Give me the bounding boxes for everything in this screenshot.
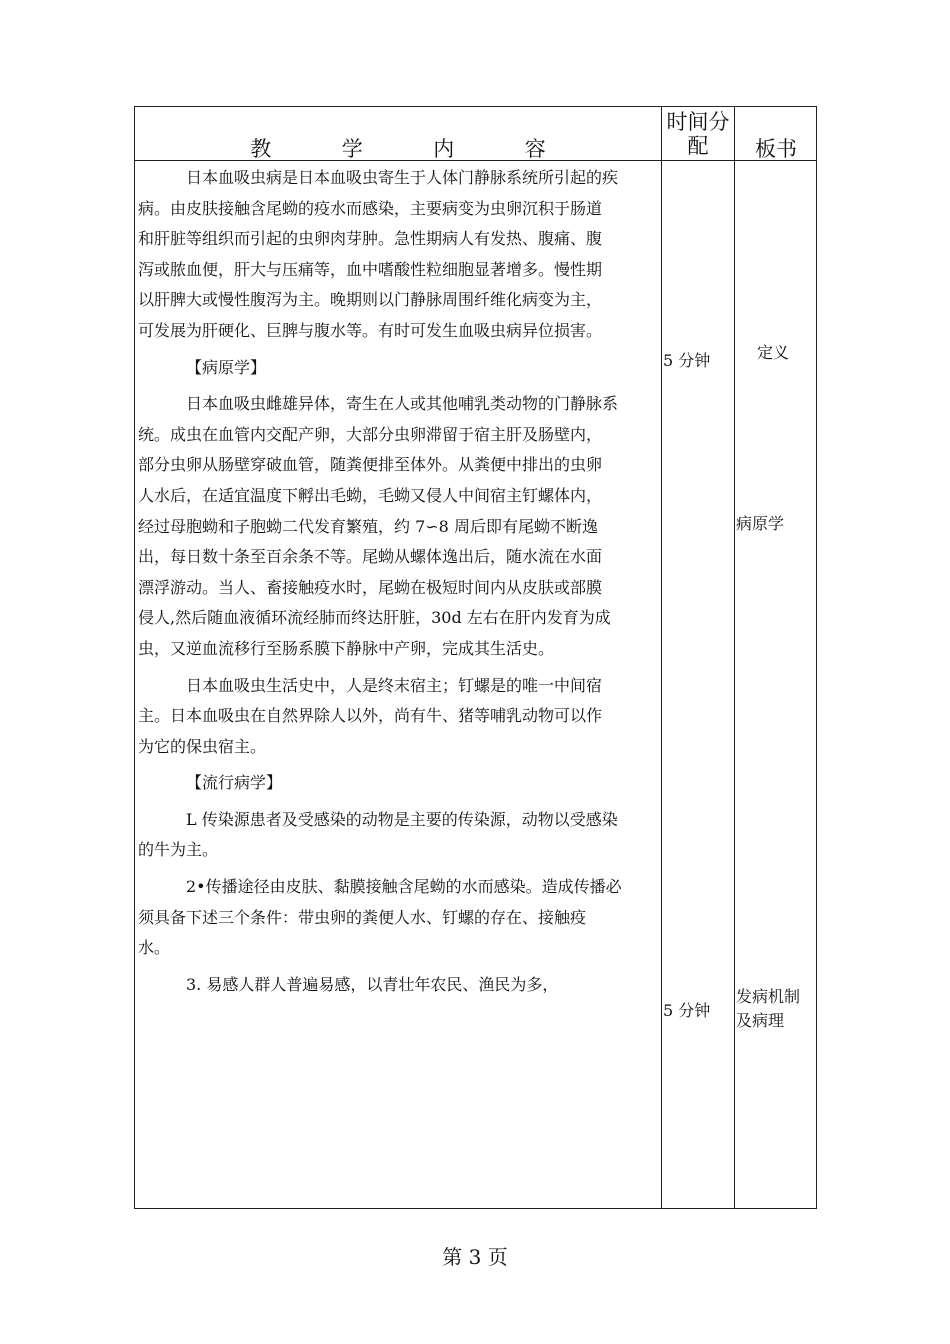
content-line: 统。成虫在血管内交配产卵，大部分虫卵滞留于宿主肝及肠壁内，	[138, 424, 603, 444]
content-line: 经过母胞蚴和子胞蚴二代发育繁殖，约 7∽8 周后即有尾蚴不断逸	[138, 516, 598, 536]
content-line: 为它的保虫宿主。	[138, 736, 267, 756]
content-line: 2•传播途径由皮肤、黏膜接触含尾蚴的水而感染。造成传播必	[186, 877, 622, 897]
content-line: 部分虫卵从肠壁穿破血管，随粪便排至体外。从粪便中排出的虫卵	[138, 455, 603, 475]
content-line: 以肝脾大或慢性腹泻为主。晚期则以门静脉周围纤维化病变为主，	[138, 290, 603, 310]
content-line: 可发展为肝硬化、巨脾与腹水等。有时可发生血吸虫病异位损害。	[138, 320, 603, 340]
content-line: 的牛为主。	[138, 840, 219, 860]
content-line: 漂浮游动。当人、畜接触疫水时，尾蚴在极短时间内从皮肤或部膜	[138, 577, 603, 597]
content-line: 水。	[138, 938, 171, 958]
content-line: 日本血吸虫生活史中，人是终末宿主；钉螺是的唯一中间宿	[186, 675, 603, 695]
content-line: 主。日本血吸虫在自然界除人以外，尚有牛、猪等哺乳动物可以作	[138, 706, 603, 726]
content-body	[138, 163, 659, 1000]
board-entry-line: 及病理	[736, 1011, 785, 1030]
board-entry-pathogenesis	[736, 985, 800, 1033]
content-line: 虫，又逆血流移行至肠系膜下静脉中产卵，完成其生活史。	[138, 638, 555, 658]
header-time: 时间分配	[666, 110, 730, 158]
content-line: 出，每日数十条至百余条不等。尾蚴从螺体逸出后，随水流在水面	[138, 547, 603, 567]
time-entry: 5 分钟	[663, 351, 711, 370]
header-char: 教	[250, 137, 272, 161]
column-divider	[661, 107, 662, 1208]
content-line: 须具备下述三个条件：带虫卵的粪便人水、钉螺的存在、接触疫	[138, 907, 587, 927]
lesson-table	[134, 106, 817, 1209]
header-board: 板书	[755, 137, 797, 161]
column-divider	[734, 107, 735, 1208]
content-line: 日本血吸虫病是日本血吸虫寄生于人体门静脉系统所引起的疾	[186, 168, 619, 187]
header-char: 学	[341, 137, 363, 161]
board-entry-line: 发病机制	[736, 987, 801, 1006]
time-entry: 5 分钟	[663, 1001, 711, 1020]
content-line: 日本血吸虫雌雄异体，寄生在人或其他哺乳类动物的门静脉系	[186, 394, 619, 414]
page-number: 第 3 页	[442, 1245, 508, 1269]
content-line: L 传染源患者及受感染的动物是主要的传染源，动物以受感染	[186, 809, 618, 829]
content-line: 侵人,然后随血液循环流经肺而终达肝脏，30d 左右在肝内发育为成	[138, 608, 611, 628]
header-content	[135, 137, 661, 161]
content-line: 泻或脓血便，肝大与压痛等，血中嗜酸性粒细胞显著增多。慢性期	[138, 259, 603, 279]
content-line: 【病原学】	[186, 357, 267, 377]
content-line: 人水后，在适宜温度下孵出毛蚴，毛蚴又侵人中间宿主钉螺体内，	[138, 485, 603, 505]
board-entry-etiology: 病原学	[736, 514, 785, 533]
header-char: 内	[433, 137, 455, 161]
content-line: 和肝脏等组织而引起的虫卵肉芽肿。急性期病人有发热、腹痛、腹	[138, 229, 603, 249]
content-line: 病。由皮肤接触含尾蚴的疫水而感染，主要病变为虫卵沉积于肠道	[138, 198, 603, 218]
header-char: 容	[524, 137, 546, 161]
board-entry-definition: 定义	[757, 343, 790, 362]
content-line: 【流行病学】	[186, 773, 283, 793]
content-line: 3. 易感人群人普遍易感，以青壮年农民、渔民为多，	[186, 974, 559, 994]
